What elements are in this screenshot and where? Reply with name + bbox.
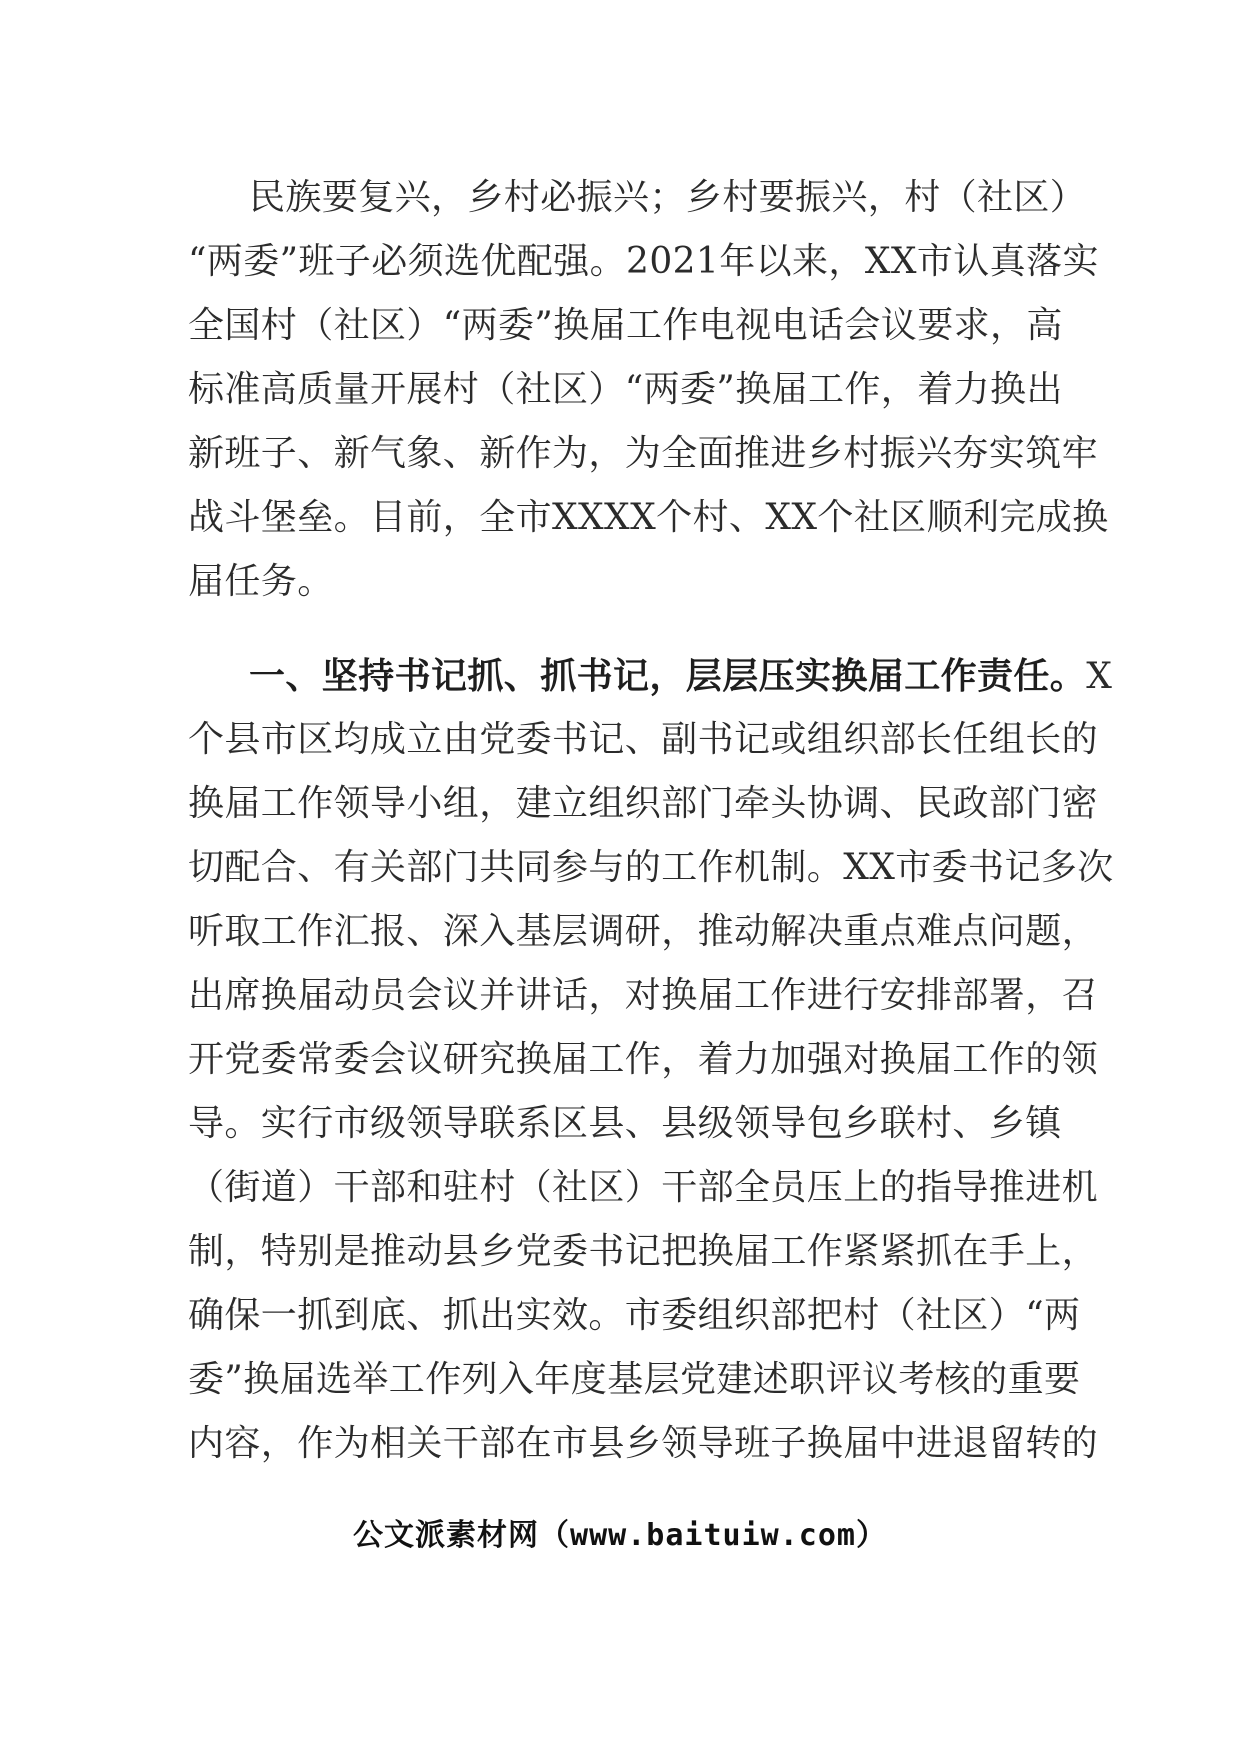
text-line: 听取工作汇报、深入基层调研，推动解决重点难点问题， [188,911,1099,952]
text-line: 民族要复兴，乡村必振兴；乡村要振兴，村（社区） [249,177,1087,218]
text-line: 全国村（社区）“两委”换届工作电视电话会议要求，高 [188,305,1063,346]
text-line: 内容，作为相关干部在市县乡领导班子换届中进退留转的 [188,1423,1099,1464]
intro-paragraph [188,166,1109,614]
section-heading-line [188,644,1113,708]
text-line: 换届工作领导小组，建立组织部门牵头协调、民政部门密 [188,783,1099,824]
footer-close-paren: ） [855,1518,887,1553]
text-line: 出席换届动员会议并讲话，对换届工作进行安排部署，召 [188,975,1099,1016]
footer-url: www.baituiw.com [570,1518,856,1553]
section-heading: 一、坚持书记抓、抓书记，层层压实换届工作责任。 [249,655,1087,697]
text-line: （街道）干部和驻村（社区）干部全员压上的指导推进机 [188,1167,1099,1208]
document-body [188,166,1114,1476]
text-line: “两委”班子必须选优配强。2021年以来，XX市认真落实 [188,241,1099,282]
heading-line-continuation: X [1086,656,1113,697]
footer-site-name: 公文派素材网 [353,1518,540,1553]
paragraph-spacer [188,614,1050,644]
text-line: 开党委常委会议研究换届工作，着力加强对换届工作的领 [188,1039,1099,1080]
text-line: 届任务。 [188,561,334,602]
text-line: 切配合、有关部门共同参与的工作机制。XX市委书记多次 [188,847,1114,888]
text-line: 个县市区均成立由党委书记、副书记或组织部长任组长的 [188,719,1099,760]
text-line: 标准高质量开展村（社区）“两委”换届工作，着力换出 [188,369,1063,410]
text-line: 委”换届选举工作列入年度基层党建述职评议考核的重要 [188,1359,1081,1400]
text-line: 制，特别是推动县乡党委书记把换届工作紧紧抓在手上， [188,1231,1099,1272]
text-line: 新班子、新气象、新作为，为全面推进乡村振兴夯实筑牢 [188,433,1099,474]
text-line: 战斗堡垒。目前，全市XXXX个村、XX个社区顺利完成换 [188,497,1109,538]
footer-watermark [0,1510,1240,1554]
text-line: 导。实行市级领导联系区县、县级领导包乡联村、乡镇 [188,1103,1062,1144]
footer-open-paren: （ [539,1518,571,1553]
section-one-paragraph [188,644,1114,1476]
text-line: 确保一抓到底、抓出实效。市委组织部把村（社区）“两 [188,1295,1081,1336]
